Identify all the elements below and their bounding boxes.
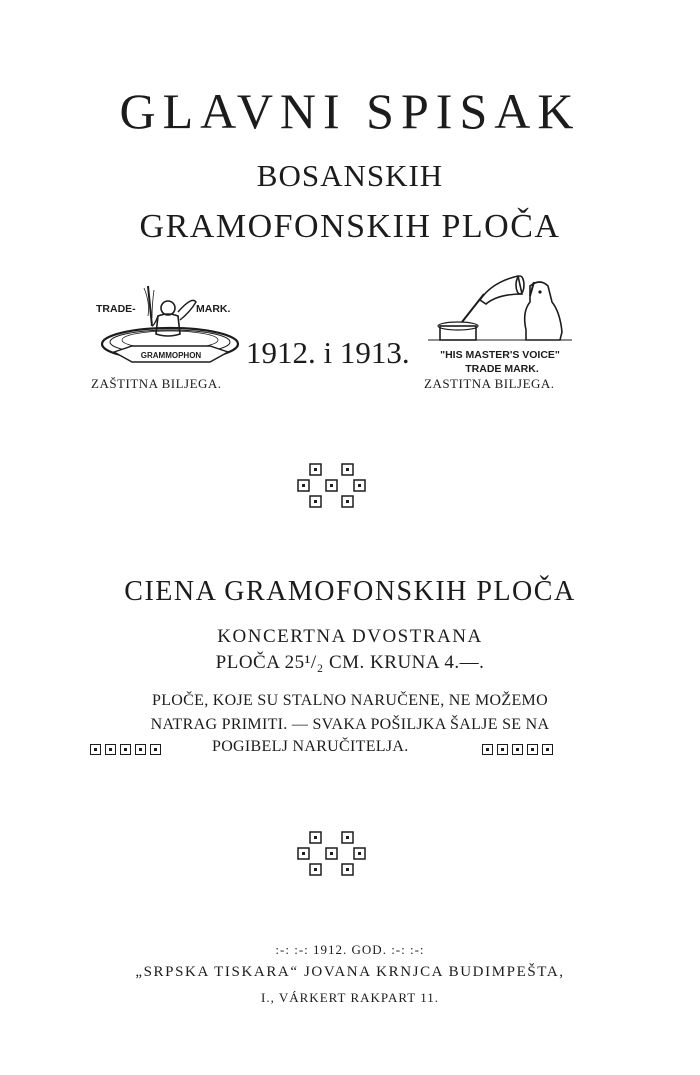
grammophon-banner-text: GRAMMOPHON xyxy=(140,351,202,360)
notice-line-2: NATRAG PRIMITI. — SVAKA POŠILJKA ŠALJE SE NA xyxy=(150,716,550,733)
left-trademark-label: ZAŠTITNA BILJEGA. xyxy=(91,376,222,391)
trade-mark-text: TRADE MARK. xyxy=(465,363,539,375)
years-text: 1912. i 1913. xyxy=(246,335,410,370)
price-line-1: KONCERTNA DVOSTRANA xyxy=(217,626,483,647)
footer-year: :-: :-: 1912. GOD. :-: :-: xyxy=(275,942,425,957)
recording-angel-trademark-icon xyxy=(92,282,248,372)
footer-address: I., VÁRKERT RAKPART 11. xyxy=(261,990,439,1005)
right-square-ornaments-icon xyxy=(482,744,553,755)
trade-text: TRADE- xyxy=(96,303,136,315)
left-square-ornaments-icon xyxy=(90,744,161,755)
title-line-2: BOSANSKIH xyxy=(256,158,444,193)
price-heading: CIENA GRAMOFONSKIH PLOČA xyxy=(124,576,576,607)
notice-line-3: POGIBELJ NARUČITELJA. xyxy=(212,738,409,755)
title-line-3: GRAMOFONSKIH PLOČA xyxy=(139,208,561,245)
footer-publisher: „SRPSKA TISKARA“ JOVANA KRNJCA BUDIMPEŠTA, xyxy=(135,964,565,980)
notice-line-3-row xyxy=(0,738,700,762)
right-trademark-label: ZASTITNA BILJEGA. xyxy=(424,376,555,391)
his-masters-voice-text: "HIS MASTER'S VOICE" xyxy=(440,349,560,361)
mark-text: MARK. xyxy=(196,303,231,315)
ornament-squares-icon xyxy=(296,462,372,510)
notice-line-1: PLOČE, KOJE SU STALNO NARUČENE, NE MOŽEMO xyxy=(152,692,548,709)
title-line-1: GLAVNI SPISAK xyxy=(119,83,581,139)
ornament-squares-icon xyxy=(296,830,372,878)
his-masters-voice-trademark-icon xyxy=(422,272,578,376)
price-line-2: PLOČA 25¹/₂ CM. KRUNA 4.—. xyxy=(215,652,485,673)
